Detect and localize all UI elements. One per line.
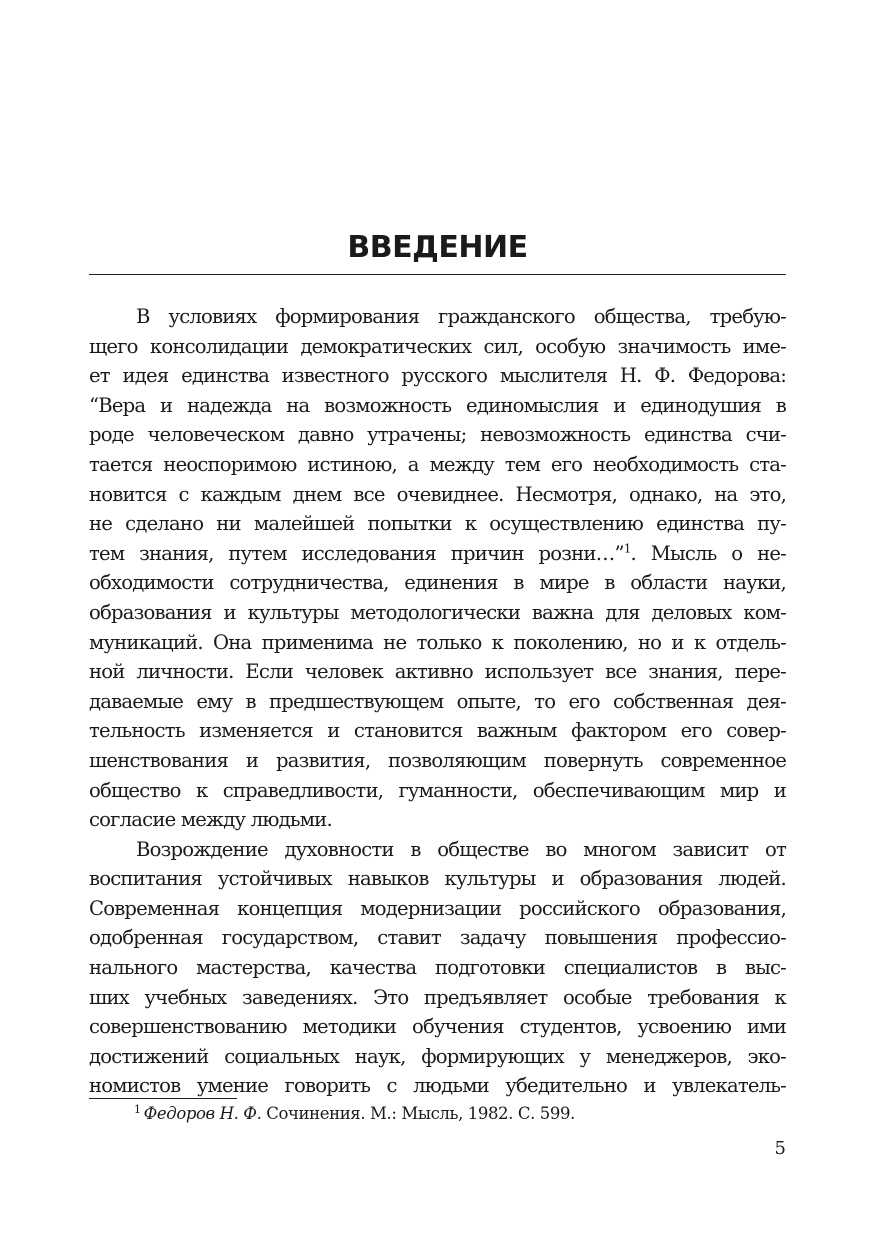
text-line: воспитания устойчивых навыков культуры и образования людей. bbox=[89, 867, 786, 891]
footnote-reference[interactable]: 1 bbox=[623, 541, 631, 556]
text-line: муникаций. Она применима не только к поколению, но и к отдель- bbox=[89, 630, 786, 654]
text-line: новится с каждым днем все очевиднее. Несмотря, однако, на это, bbox=[89, 482, 786, 506]
text-line: образования и культуры методологически важна для деловых ком- bbox=[89, 600, 786, 624]
footnote-text: Сочинения. М.: Мысль, 1982. С. 599. bbox=[261, 1104, 575, 1123]
text-line: Возрождение духовности в обществе во многом зависит от bbox=[136, 837, 786, 861]
text-line: ной личности. Если человек активно использует все знания, пере- bbox=[89, 660, 786, 684]
text-line: шенствования и развития, позволяющим повернуть современное bbox=[89, 748, 786, 772]
text-line: щего консолидации демократических сил, особую значимость име- bbox=[89, 334, 786, 358]
text-line: тается неоспоримою истиною, а между тем его необходимость ста- bbox=[89, 452, 786, 476]
text-line: ших учебных заведениях. Это предъявляет особые требования к bbox=[89, 985, 786, 1009]
footnote-separator bbox=[89, 1098, 237, 1099]
text-line: нального мастерства, качества подготовки специалистов в выс- bbox=[89, 956, 786, 980]
text-line-with-footnote-ref bbox=[89, 539, 786, 569]
body-text bbox=[89, 302, 786, 1101]
text-line: номистов умение говорить с людьми убедительно и увлекатель- bbox=[89, 1074, 786, 1098]
text-fragment: . Мысль о не- bbox=[630, 541, 786, 565]
footnote bbox=[134, 1103, 575, 1125]
page-number: 5 bbox=[774, 1138, 786, 1159]
text-line: В условиях формирования гражданского общества, требую- bbox=[136, 305, 786, 328]
text-line: общество к справедливости, гуманности, обеспечивающим мир и bbox=[89, 778, 786, 802]
text-line: роде человеческом давно утрачены; невозможность единства счи- bbox=[89, 423, 786, 447]
text-fragment: тем знания, путем исследования причин розни…” bbox=[89, 541, 624, 565]
text-line: ет идея единства известного русского мыслителя Н. Ф. Федорова: bbox=[89, 364, 786, 388]
heading-rule bbox=[89, 274, 786, 275]
text-line: достижений социальных наук, формирующих у менеджеров, эко- bbox=[89, 1044, 786, 1068]
text-line: Современная концепция модернизации российского образования, bbox=[89, 896, 786, 920]
text-line: даваемые ему в предшествующем опыте, то его собственная дея- bbox=[89, 689, 786, 713]
text-line: не сделано ни малейшей попытки к осуществлению единства пу- bbox=[89, 512, 786, 536]
footnote-number: 1 bbox=[134, 1102, 141, 1116]
text-line: одобренная государством, ставит задачу повышения профессио- bbox=[89, 926, 786, 950]
text-line: “Вера и надежда на возможность единомыслия и единодушия в bbox=[89, 393, 786, 417]
text-line: согласие между людьми. bbox=[89, 808, 332, 832]
text-line: совершенствованию методики обучения студентов, усвоению ими bbox=[89, 1015, 786, 1039]
text-line: тельность изменяется и становится важным фактором его совер- bbox=[89, 719, 786, 743]
text-line: обходимости сотрудничества, единения в мире в области науки, bbox=[89, 571, 786, 595]
footnote-author: Федоров Н. Ф. bbox=[143, 1104, 262, 1123]
chapter-heading: ВВЕДЕНИЕ bbox=[347, 230, 528, 265]
